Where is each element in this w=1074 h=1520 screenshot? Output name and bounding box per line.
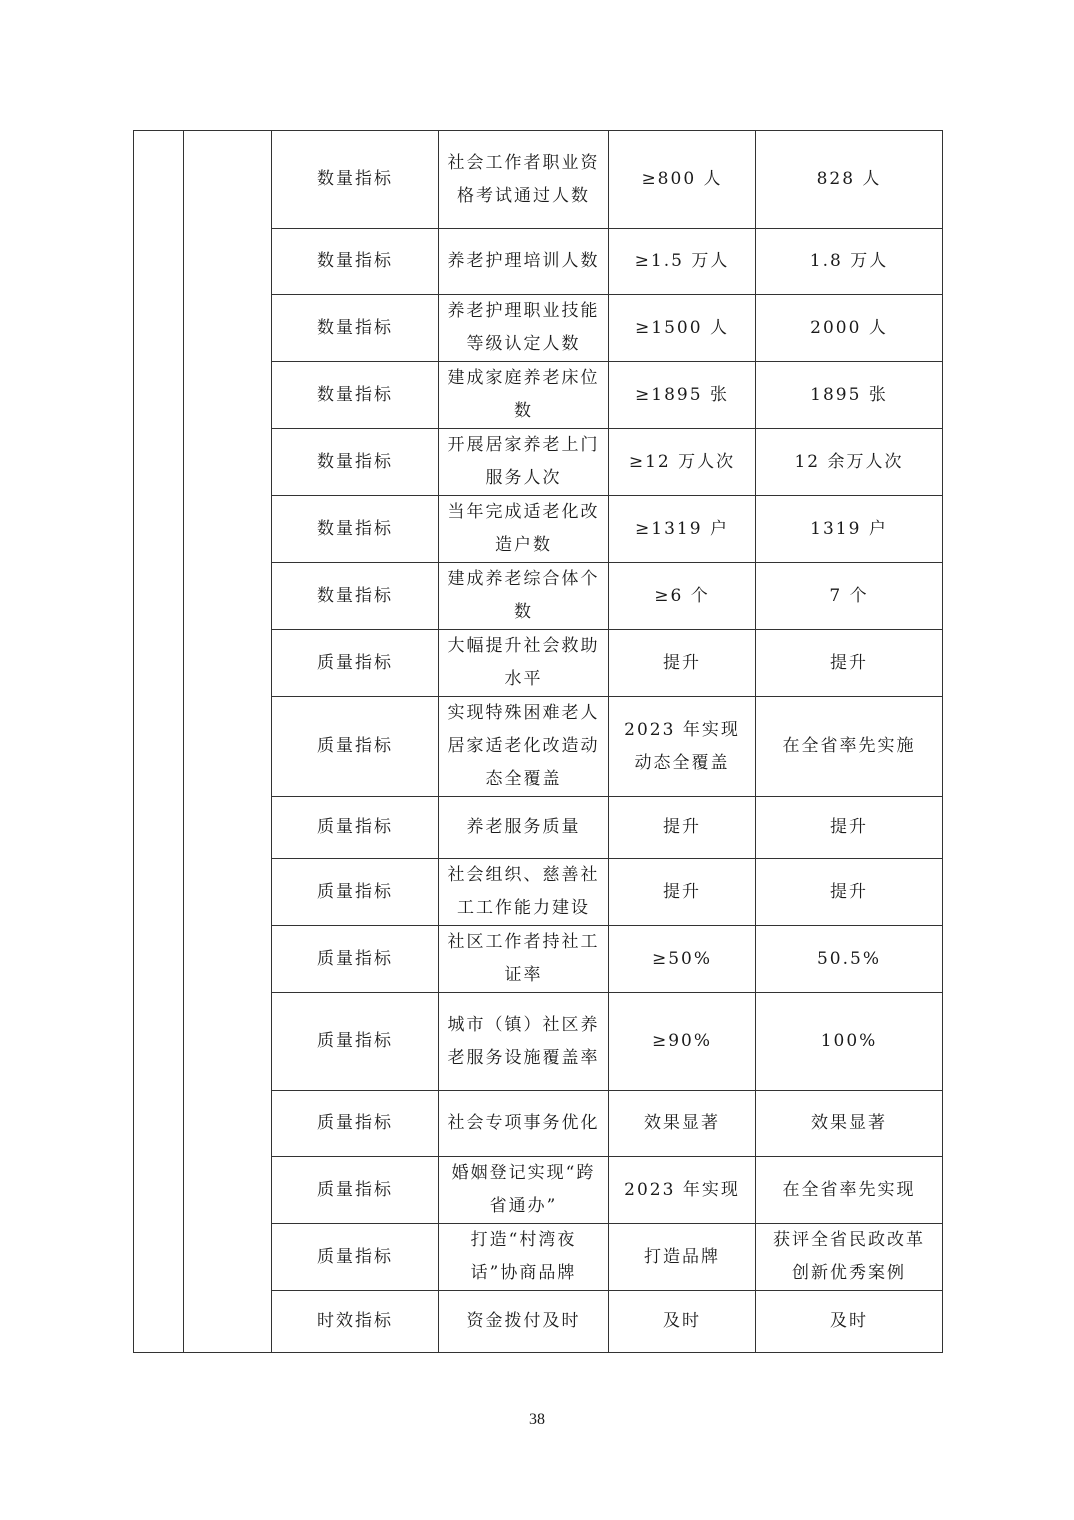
target-value-cell: 2023 年实现	[609, 1157, 756, 1224]
actual-value-cell: 提升	[756, 797, 943, 859]
category-cell: 质量指标	[272, 630, 439, 697]
indicator-cell: 婚姻登记实现“跨省通办”	[439, 1157, 609, 1224]
indicator-cell: 养老服务质量	[439, 797, 609, 859]
first-level-cell	[134, 131, 184, 1353]
category-cell: 质量指标	[272, 797, 439, 859]
indicator-cell: 当年完成适老化改造户数	[439, 496, 609, 563]
category-cell: 质量指标	[272, 859, 439, 926]
actual-value-cell: 12 余万人次	[756, 429, 943, 496]
indicator-cell: 社会工作者职业资格考试通过人数	[439, 131, 609, 229]
indicator-cell: 建成家庭养老床位数	[439, 362, 609, 429]
indicator-cell: 养老护理培训人数	[439, 229, 609, 295]
target-value-cell: 及时	[609, 1291, 756, 1353]
category-cell: 数量指标	[272, 362, 439, 429]
category-cell: 数量指标	[272, 429, 439, 496]
indicator-cell: 资金拨付及时	[439, 1291, 609, 1353]
actual-value-cell: 提升	[756, 630, 943, 697]
actual-value-cell: 1895 张	[756, 362, 943, 429]
target-value-cell: ≥1500 人	[609, 295, 756, 362]
indicator-cell: 打造“村湾夜话”协商品牌	[439, 1224, 609, 1291]
indicator-cell: 社区工作者持社工证率	[439, 926, 609, 993]
target-value-cell: ≥90%	[609, 993, 756, 1091]
target-value-cell: ≥6 个	[609, 563, 756, 630]
target-value-cell: 提升	[609, 630, 756, 697]
target-value-cell: 2023 年实现动态全覆盖	[609, 697, 756, 797]
actual-value-cell: 获评全省民政改革创新优秀案例	[756, 1224, 943, 1291]
target-value-cell: 提升	[609, 797, 756, 859]
actual-value-cell: 1.8 万人	[756, 229, 943, 295]
target-value-cell: 提升	[609, 859, 756, 926]
target-value-cell: 效果显著	[609, 1091, 756, 1157]
actual-value-cell: 在全省率先实施	[756, 697, 943, 797]
indicator-cell: 养老护理职业技能等级认定人数	[439, 295, 609, 362]
target-value-cell: ≥1319 户	[609, 496, 756, 563]
category-cell: 质量指标	[272, 1224, 439, 1291]
category-cell: 数量指标	[272, 496, 439, 563]
category-cell: 质量指标	[272, 993, 439, 1091]
actual-value-cell: 效果显著	[756, 1091, 943, 1157]
category-cell: 数量指标	[272, 229, 439, 295]
indicator-cell: 建成养老综合体个数	[439, 563, 609, 630]
indicator-cell: 开展居家养老上门服务人次	[439, 429, 609, 496]
indicator-cell: 实现特殊困难老人居家适老化改造动态全覆盖	[439, 697, 609, 797]
target-value-cell: 打造品牌	[609, 1224, 756, 1291]
actual-value-cell: 7 个	[756, 563, 943, 630]
actual-value-cell: 1319 户	[756, 496, 943, 563]
page-number: 38	[529, 1411, 545, 1428]
category-cell: 数量指标	[272, 295, 439, 362]
category-cell: 时效指标	[272, 1291, 439, 1353]
target-value-cell: ≥12 万人次	[609, 429, 756, 496]
actual-value-cell: 2000 人	[756, 295, 943, 362]
target-value-cell: ≥1895 张	[609, 362, 756, 429]
category-cell: 质量指标	[272, 1157, 439, 1224]
target-value-cell: ≥50%	[609, 926, 756, 993]
category-cell: 质量指标	[272, 926, 439, 993]
indicator-cell: 城市（镇）社区养老服务设施覆盖率	[439, 993, 609, 1091]
category-cell: 数量指标	[272, 563, 439, 630]
indicator-table	[133, 130, 943, 1353]
actual-value-cell: 828 人	[756, 131, 943, 229]
category-cell: 质量指标	[272, 1091, 439, 1157]
indicator-cell: 社会专项事务优化	[439, 1091, 609, 1157]
actual-value-cell: 在全省率先实现	[756, 1157, 943, 1224]
indicator-cell: 大幅提升社会救助水平	[439, 630, 609, 697]
target-value-cell: ≥800 人	[609, 131, 756, 229]
actual-value-cell: 50.5%	[756, 926, 943, 993]
table-body	[134, 131, 943, 1353]
actual-value-cell: 及时	[756, 1291, 943, 1353]
category-cell: 数量指标	[272, 131, 439, 229]
indicator-cell: 社会组织、慈善社工工作能力建设	[439, 859, 609, 926]
actual-value-cell: 提升	[756, 859, 943, 926]
target-value-cell: ≥1.5 万人	[609, 229, 756, 295]
actual-value-cell: 100%	[756, 993, 943, 1091]
category-cell: 质量指标	[272, 697, 439, 797]
table-row	[134, 131, 943, 229]
second-level-cell	[184, 131, 272, 1353]
